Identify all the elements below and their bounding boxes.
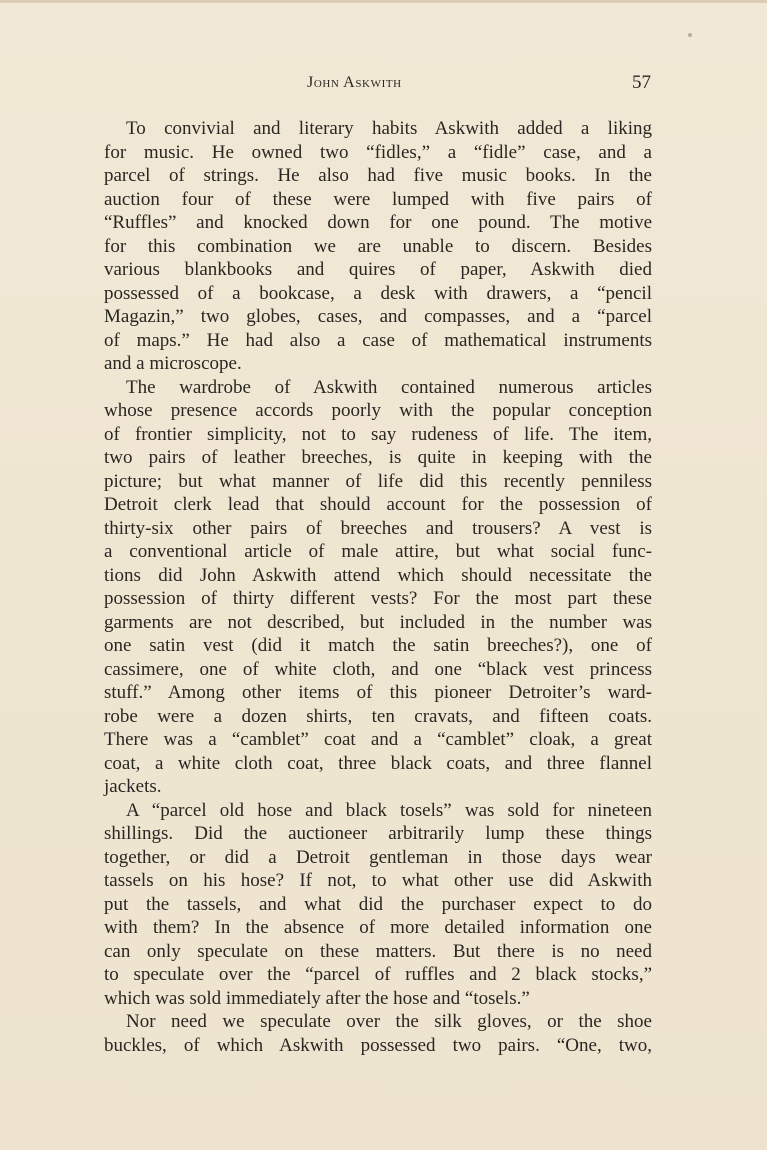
page-number: 57 <box>632 72 651 93</box>
text-line: and a microscope. <box>104 353 242 374</box>
text-line: There was a “camblet” coat and a “camblet” cloak, a great <box>104 729 652 750</box>
text-line: of frontier simplicity, not to say rudeness of life. The item, <box>104 423 652 445</box>
text-line: stuff.” Among other items of this pioneer Detroiter’s ward- <box>104 682 652 703</box>
text-line: to speculate over the “parcel of ruffles and 2 black stocks,” <box>104 964 652 985</box>
text-line: tions did John Askwith attend which should necessitate the <box>104 564 652 586</box>
text-line: coat, a white cloth coat, three black coats, and three flannel <box>104 752 652 774</box>
text-line: Magazin,” two globes, cases, and compasses, and a “parcel <box>104 306 652 327</box>
page-top-edge <box>0 0 767 3</box>
body-text <box>104 117 652 1057</box>
text-line: of maps.” He had also a case of mathematical instruments <box>104 329 652 351</box>
text-line: shillings. Did the auctioneer arbitrarily lump these things <box>104 823 652 844</box>
text-line: cassimere, one of white cloth, and one “black vest princess <box>104 658 652 680</box>
text-line: can only speculate on these matters. But there is no need <box>104 940 652 962</box>
text-line: whose presence accords poorly with the popular conception <box>104 400 652 421</box>
text-line: buckles, of which Askwith possessed two pairs. “One, two, <box>104 1034 652 1056</box>
paper-speck <box>688 33 692 37</box>
text-line: picture; but what manner of life did this recently penniless <box>104 470 652 492</box>
text-line: tassels on his hose? If not, to what other use did Askwith <box>104 870 652 891</box>
running-header <box>0 70 767 96</box>
text-line: parcel of strings. He also had five music books. In the <box>104 165 652 186</box>
text-line: with them? In the absence of more detailed information one <box>104 917 652 938</box>
text-line: thirty-six other pairs of breeches and trousers? A vest is <box>104 517 652 539</box>
text-line: one satin vest (did it match the satin breeches?), one of <box>104 635 652 656</box>
running-title: John Askwith <box>307 74 402 91</box>
text-line: possession of thirty different vests? For the most part these <box>104 588 652 609</box>
text-line: robe were a dozen shirts, ten cravats, and fifteen coats. <box>104 705 652 727</box>
text-line: “Ruffles” and knocked down for one pound. The motive <box>104 212 652 233</box>
text-line: a conventional article of male attire, but what social func- <box>104 541 652 562</box>
text-line: garments are not described, but included in the number was <box>104 611 652 633</box>
text-line: Nor need we speculate over the silk gloves, or the shoe <box>126 1011 652 1032</box>
text-line: for music. He owned two “fidles,” a “fidle” case, and a <box>104 141 652 163</box>
text-line: The wardrobe of Askwith contained numerous articles <box>126 376 652 398</box>
text-line: put the tassels, and what did the purchaser expect to do <box>104 893 652 915</box>
text-line: possessed of a bookcase, a desk with drawers, a “pencil <box>104 282 652 304</box>
text-line: auction four of these were lumped with five pairs of <box>104 188 652 210</box>
text-line: A “parcel old hose and black tosels” was sold for nineteen <box>126 799 652 821</box>
text-line: for this combination we are unable to discern. Besides <box>104 235 652 257</box>
text-line: various blankbooks and quires of paper, Askwith died <box>104 259 652 280</box>
text-line: To convivial and literary habits Askwith added a liking <box>126 118 652 139</box>
text-line: two pairs of leather breeches, is quite in keeping with the <box>104 447 652 468</box>
text-line: which was sold immediately after the hose and “tosels.” <box>104 987 530 1009</box>
text-line: together, or did a Detroit gentleman in those days wear <box>104 846 652 868</box>
text-line: Detroit clerk lead that should account for the possession of <box>104 494 652 515</box>
text-line: jackets. <box>104 776 162 797</box>
